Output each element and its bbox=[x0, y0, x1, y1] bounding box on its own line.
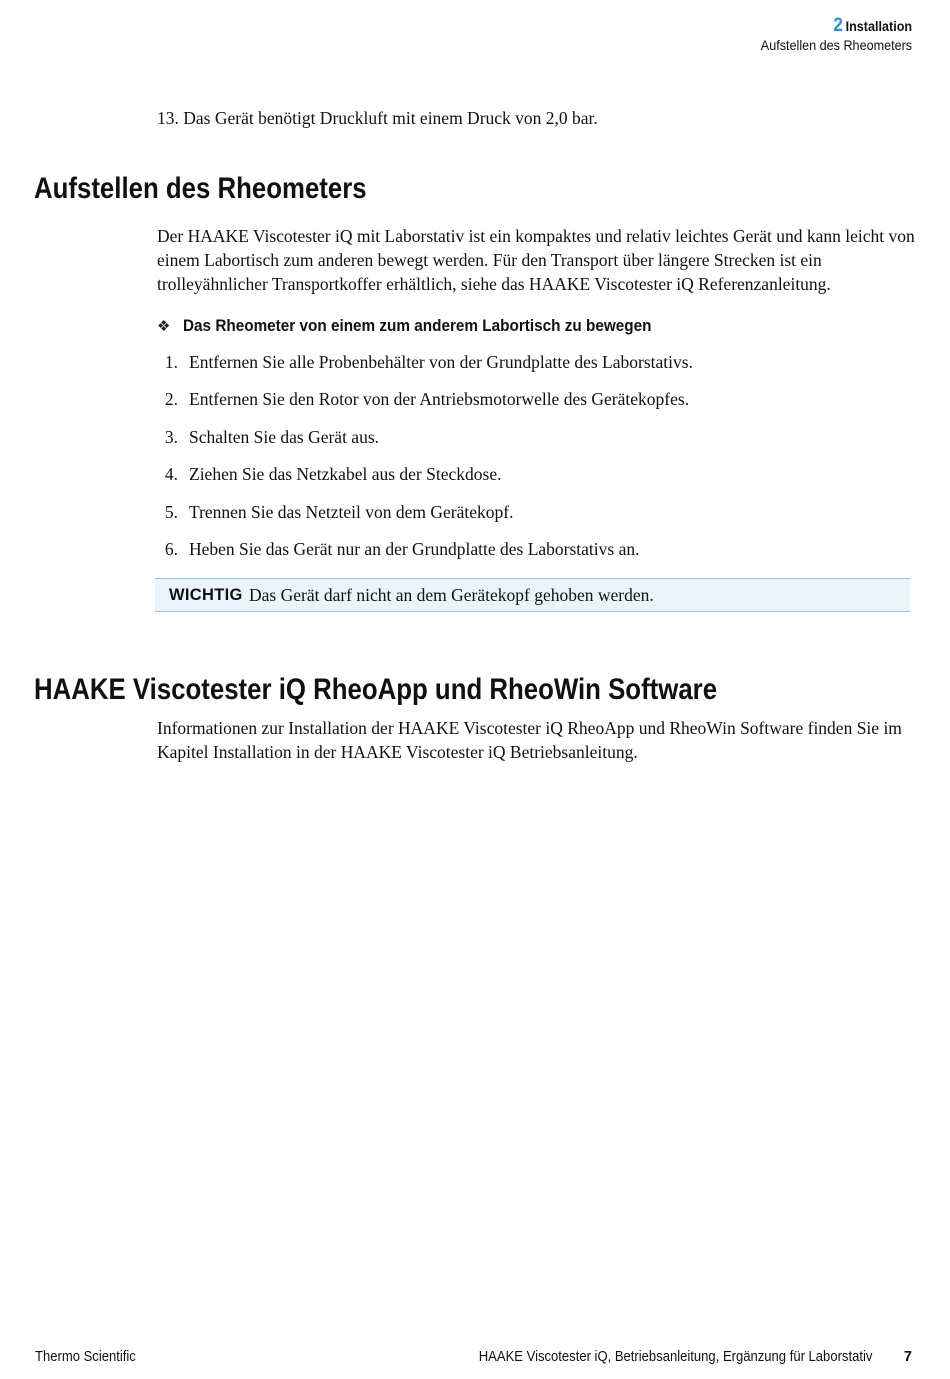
intro-step-text: Das Gerät benötigt Druckluft mit einem Druck von 2,0 bar. bbox=[183, 108, 598, 128]
section-paragraph-software: Informationen zur Installation der HAAKE Viscotester iQ RheoApp und RheoWin Software finden Sie im Kapitel Installation in der HAAKE Viscotester iQ Betriebsanleitung. bbox=[157, 718, 902, 762]
step-number: 1. bbox=[164, 352, 178, 372]
step-text: Heben Sie das Gerät nur an der Grundplatte des Laborstativs an. bbox=[189, 538, 640, 559]
intro-step bbox=[157, 107, 598, 129]
step-number: 4. bbox=[164, 464, 178, 485]
header-chapter bbox=[761, 16, 912, 36]
footer-company: Thermo Scientific bbox=[35, 1349, 136, 1365]
step-text: Entfernen Sie alle Probenbehälter von der Grundplatte des Laborstativs. bbox=[189, 352, 693, 372]
step-number: 3. bbox=[164, 426, 178, 447]
section-heading-aufstellen: Aufstellen des Rheometers bbox=[34, 172, 367, 205]
header-section-title: Aufstellen des Rheometers bbox=[760, 37, 912, 53]
list-item bbox=[157, 538, 693, 575]
chapter-number: 2 bbox=[833, 15, 843, 36]
step-number: 6. bbox=[164, 538, 178, 559]
chapter-title: Installation bbox=[845, 18, 912, 34]
step-text: Ziehen Sie das Netzkabel aus der Steckdose. bbox=[189, 464, 502, 485]
step-number: 2. bbox=[164, 389, 178, 410]
diamond-bullet-icon: ❖ bbox=[157, 318, 171, 335]
list-item bbox=[157, 463, 693, 500]
note-label: WICHTIG bbox=[169, 586, 243, 604]
page-number: 7 bbox=[903, 1349, 912, 1365]
list-item bbox=[157, 426, 693, 463]
note-text: Das Gerät darf nicht an dem Gerätekopf gehoben werden. bbox=[249, 585, 654, 605]
list-item bbox=[157, 351, 693, 388]
intro-step-number: 13. bbox=[157, 108, 179, 128]
step-number: 5. bbox=[164, 501, 178, 522]
list-item bbox=[157, 501, 693, 538]
step-text: Entfernen Sie den Rotor von der Antriebsmotorwelle des Gerätekopfes. bbox=[189, 389, 690, 410]
procedure-heading bbox=[157, 314, 704, 338]
section-paragraph-aufstellen: Der HAAKE Viscotester iQ mit Laborstativ ist ein kompaktes und relativ leichtes Gerät und kann leicht von einem Labortisch zum anderen bewegt werden. Für den Transport über längere Strecken ist ein trolleyähnlicher Transportkoffer erhältlich, siehe das HAAKE Viscotester iQ Referenzanleitung. bbox=[157, 226, 915, 294]
procedure-title: Das Rheometer von einem zum anderem Labortisch zu bewegen bbox=[183, 316, 652, 335]
list-item bbox=[157, 388, 693, 425]
procedure-steps bbox=[157, 351, 693, 575]
running-header bbox=[744, 16, 912, 54]
section-heading-software: HAAKE Viscotester iQ RheoApp und RheoWin Software bbox=[34, 673, 718, 706]
important-note bbox=[155, 578, 910, 612]
step-text: Trennen Sie das Netzteil von dem Gerätekopf. bbox=[189, 501, 514, 522]
footer-document-title: HAAKE Viscotester iQ, Betriebsanleitung, Ergänzung für Laborstativ bbox=[478, 1349, 872, 1365]
step-text: Schalten Sie das Gerät aus. bbox=[189, 426, 380, 447]
